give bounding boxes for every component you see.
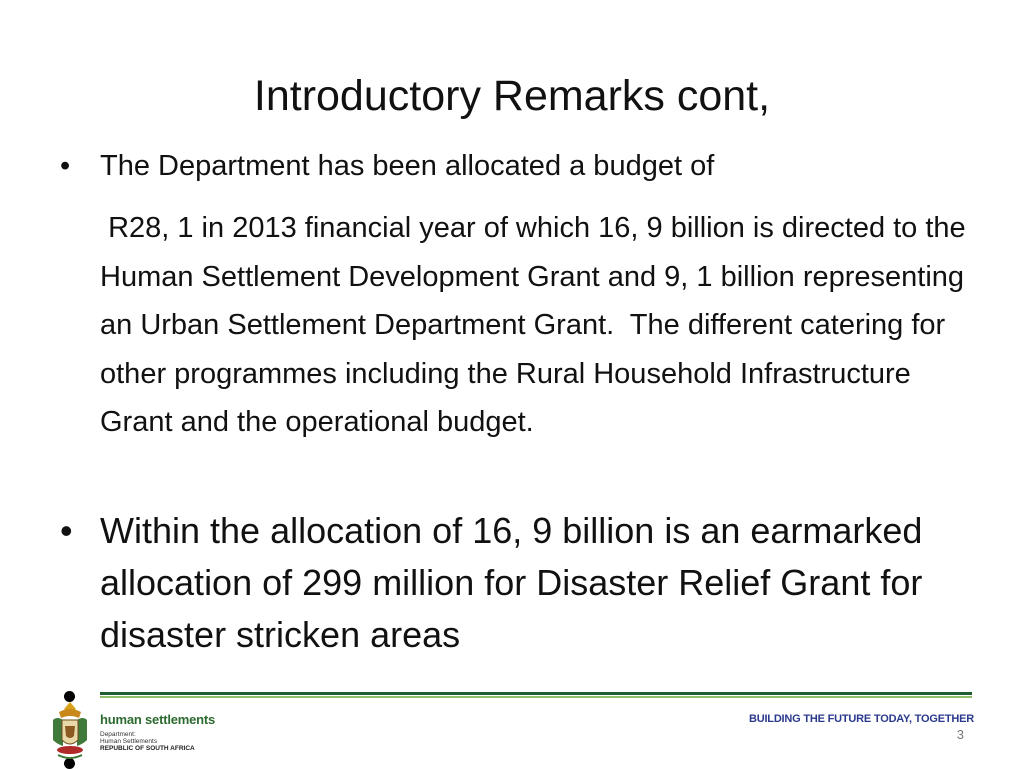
footer-divider-dark xyxy=(100,692,972,695)
bullet-marker: • xyxy=(60,150,71,182)
bullet-1-lead-text: The Department has been allocated a budget of xyxy=(100,150,715,182)
bullet-item-2 xyxy=(60,505,980,661)
coat-of-arms-icon xyxy=(49,700,91,762)
slide-number: 3 xyxy=(956,727,964,742)
department-line-1: Department: xyxy=(100,731,136,738)
bullet-2-text: Within the allocation of 16, 9 billion is an earmarked allocation of 299 million for Disaster Relief Grant for disaster stricken areas xyxy=(100,510,923,655)
bullet-marker: • xyxy=(60,510,73,551)
footer-tagline: BUILDING THE FUTURE TODAY, TOGETHER xyxy=(748,713,974,725)
bullet-item-1 xyxy=(60,148,980,184)
brand-name: human settlements xyxy=(100,712,216,727)
footer-divider-light xyxy=(100,696,972,698)
slide-title: Introductory Remarks cont, xyxy=(253,72,771,120)
department-line-3: REPUBLIC OF SOUTH AFRICA xyxy=(100,745,195,752)
bullet-1-continuation-text: R28, 1 in 2013 financial year of which 16, 9 billion is directed to the Human Settlement Development Grant and 9, 1 billion representing an Urban Settlement Department Grant. The different catering for other programmes including the Rural Household Infrastructure Grant and the operational budget. xyxy=(100,212,974,439)
department-line-2: Human Settlements xyxy=(100,738,158,745)
